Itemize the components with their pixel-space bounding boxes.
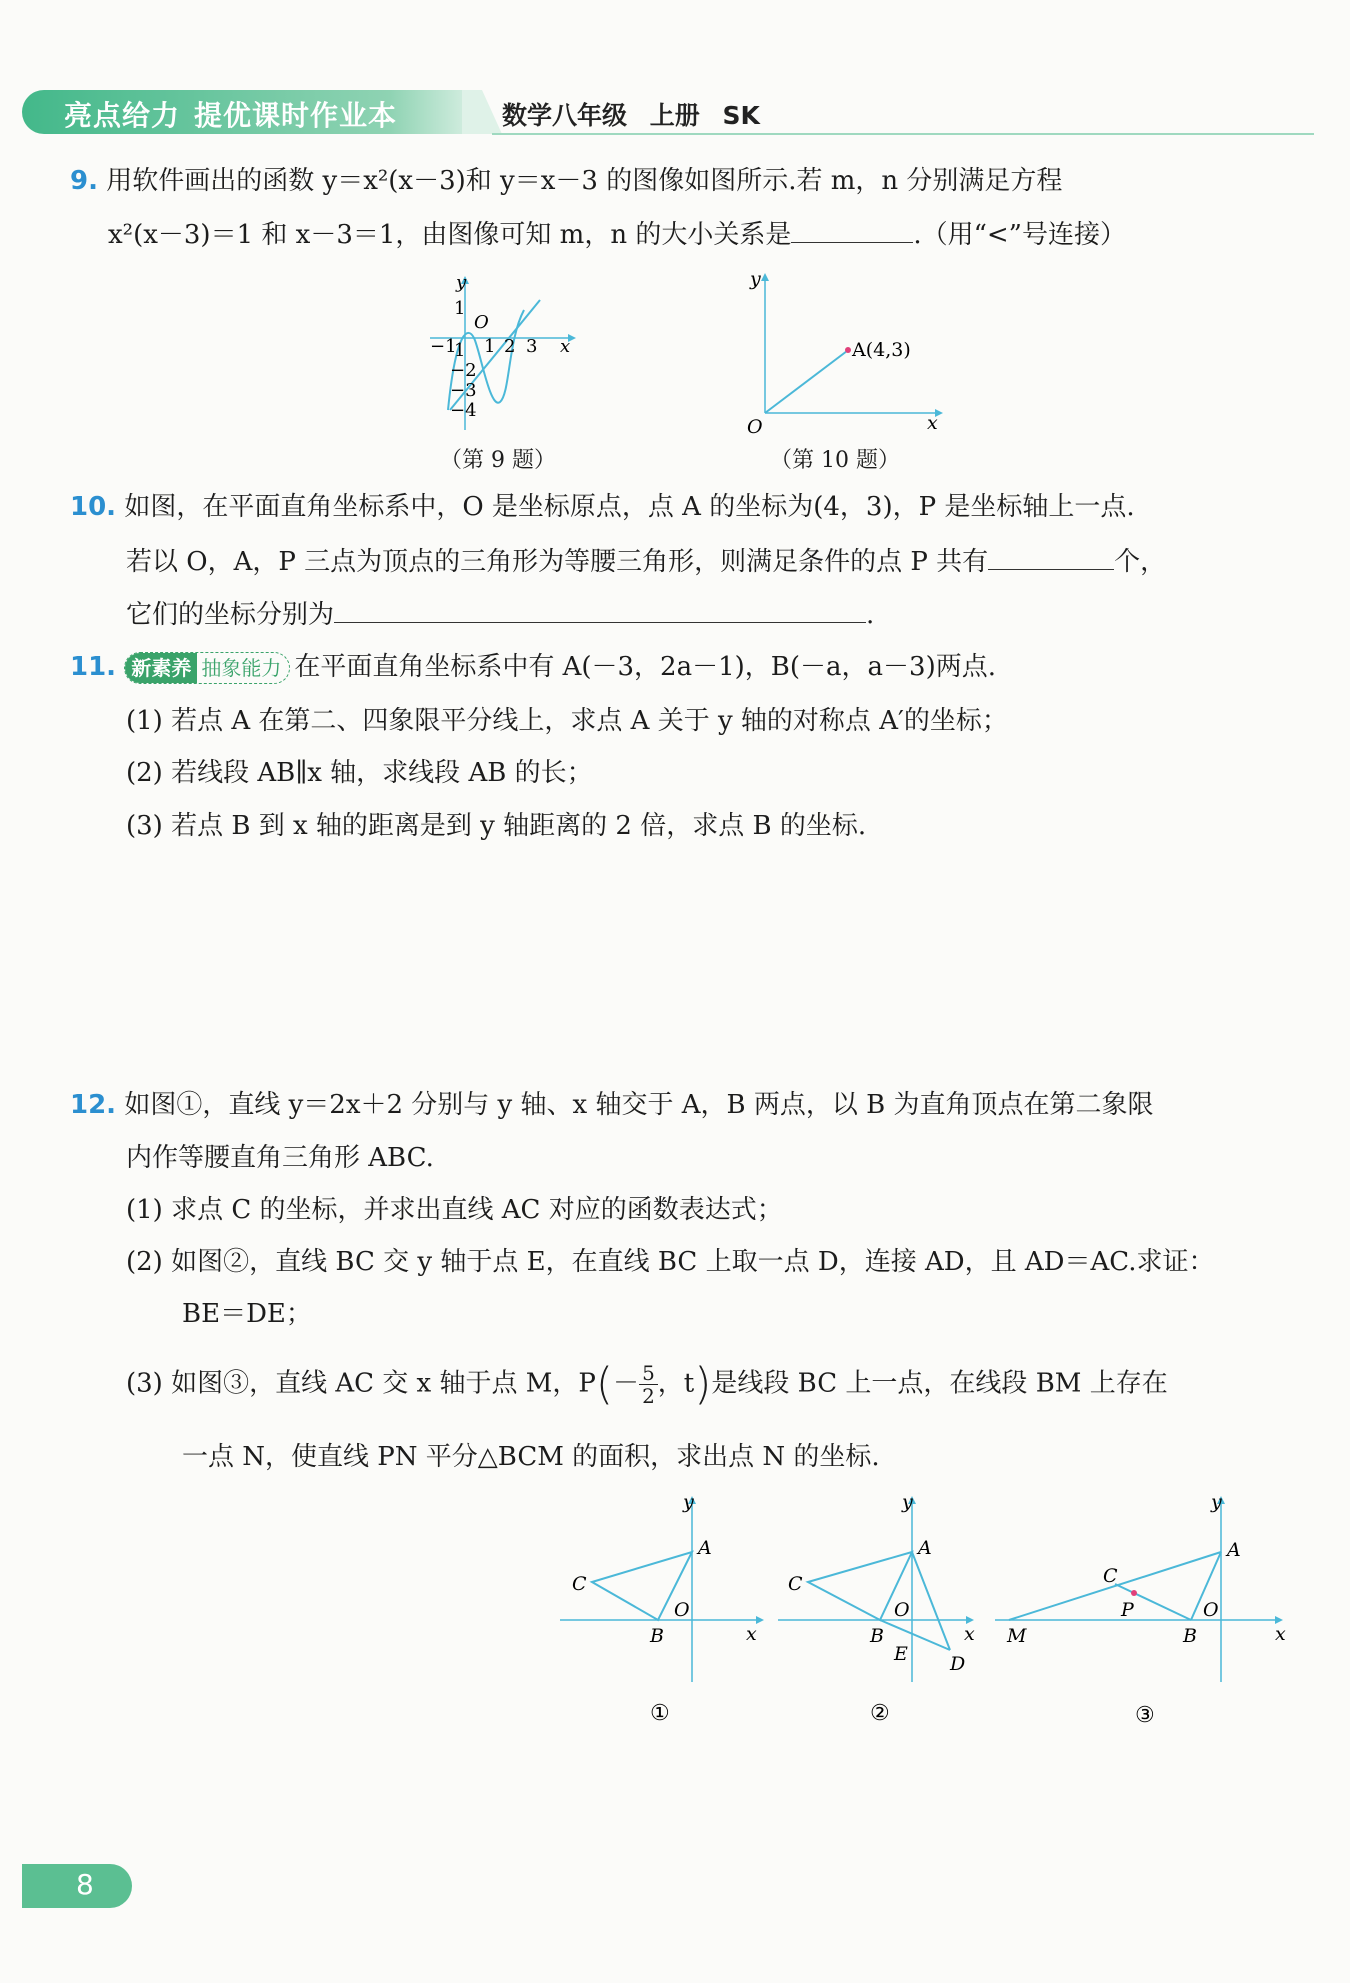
q9-tick-ym4: −4 [450, 400, 477, 421]
fig3-label-p: P [1121, 1599, 1134, 1621]
fig3-label-c: C [1103, 1565, 1118, 1587]
q10-point-label: A(4,3) [852, 339, 911, 361]
q12-part2b: BE＝DE； [182, 1299, 312, 1329]
q11-part3: (3) 若点 B 到 x 轴的距离是到 y 轴距离的 2 倍，求点 B 的坐标. [126, 811, 867, 841]
header-volume: 上册 [649, 101, 700, 130]
q10-y-arrow [761, 273, 769, 281]
q11-badge-tag: 抽象能力 [201, 656, 282, 680]
q12-line1 [70, 1088, 1154, 1122]
fig1-number: ① [650, 1701, 670, 1726]
q10-caption: （第 10 题） [770, 448, 900, 473]
q12-part3a [126, 1358, 1168, 1410]
q11-badge [124, 652, 290, 684]
q9-text3: .（用“<”号连接） [913, 220, 1126, 250]
fig2-label-e: E [894, 1643, 908, 1665]
fig3-label-m: M [1007, 1625, 1027, 1647]
q12-part3b: 一点 N，使直线 PN 平分△BCM 的面积，求出点 N 的坐标. [182, 1442, 880, 1472]
q10-origin: O [747, 416, 763, 438]
fig1-label-c: C [572, 1573, 587, 1595]
fig2-x-label: x [964, 1623, 975, 1645]
q12-right-paren: ) [694, 1358, 712, 1410]
q9-text1: 用软件画出的函数 y＝x²(x－3)和 y＝x－3 的图像如图所示.若 m，n 分别满足方程 [106, 166, 1063, 196]
q9-tick-ym2: −2 [450, 360, 477, 381]
q11-badge-main: 新素养 [125, 653, 197, 683]
q12-text1: 如图①，直线 y＝2x＋2 分别与 y 轴、x 轴交于 A，B 两点，以 B 为直角顶点在第二象限 [124, 1090, 1154, 1120]
q9-tick-xm1: −1 [430, 336, 457, 357]
q11-number: 11. [70, 652, 117, 682]
header-brand: 亮点给力 [64, 99, 181, 132]
q10-text2: 若以 O，A，P 三点为顶点的三角形为等腰三角形，则满足条件的点 P 共有 [126, 547, 989, 577]
q12-fraction [639, 1362, 658, 1407]
header-grade: 数学八年级 [502, 101, 628, 130]
q9-tick-x3: 3 [526, 336, 538, 357]
fig3-point-p [1131, 1590, 1137, 1596]
q12-frac-num: 5 [639, 1362, 658, 1385]
q11-part2: (2) 若线段 AB∥x 轴，求线段 AB 的长； [126, 758, 593, 788]
fig2-label-d: D [950, 1653, 966, 1675]
fig1-label-a: A [698, 1537, 712, 1559]
fig3-number: ③ [1135, 1703, 1155, 1728]
q12-part2a: (2) 如图②，直线 BC 交 y 轴于点 E，在直线 BC 上取一点 D，连接 AD，且 AD＝AC.求证： [126, 1247, 1215, 1277]
header-series: 提优课时作业本 [194, 99, 398, 132]
q12-text2: 内作等腰直角三角形 ABC. [126, 1143, 434, 1173]
fig3-y-label: y [1211, 1491, 1222, 1513]
q12-t: ，t [657, 1368, 695, 1399]
q12-frac-den: 2 [642, 1384, 655, 1408]
fig2-number: ② [870, 1701, 890, 1726]
q11-stem-text: 在平面直角坐标系中有 A(－3，2a－1)，B(－a，a－3)两点. [294, 652, 996, 682]
fig2-label-c: C [788, 1573, 803, 1595]
q9-line2 [108, 216, 1126, 252]
fig3-label-a: A [1227, 1539, 1241, 1561]
q9-tick-x1: 1 [484, 336, 496, 357]
q9-text2: x²(x－3)＝1 和 x－3＝1，由图像可知 m，n 的大小关系是 [108, 220, 792, 250]
fig2-label-o: O [894, 1599, 910, 1621]
q12-figure-1 [560, 1490, 770, 1730]
fig3-x-label: x [1275, 1623, 1286, 1645]
q9-tick-ym1: 1 [454, 340, 466, 361]
header-edition: SK [722, 101, 760, 130]
q10-number: 10. [70, 492, 117, 522]
header-rule [492, 133, 1314, 135]
q10-count-blank[interactable] [988, 543, 1114, 570]
q10-figure [735, 265, 950, 440]
q10-text5: . [866, 600, 875, 630]
q10-line2 [126, 543, 1166, 579]
header-band-tip [462, 90, 502, 134]
q10-text4: 它们的坐标分别为 [126, 600, 335, 630]
q12-left-paren: ( [595, 1358, 614, 1410]
q9-tick-y1: 1 [454, 298, 466, 319]
fig1-x-label: x [746, 1623, 757, 1645]
q10-text3: 个， [1114, 547, 1167, 577]
q9-tick-ym3: −3 [450, 380, 477, 401]
q12-part3-text1: (3) 如图③，直线 AC 交 x 轴于点 M，P [126, 1368, 596, 1399]
q11-part1: (1) 若点 A 在第二、四象限平分线上，求点 A 关于 y 轴的对称点 A′的坐标； [126, 706, 1008, 736]
q10-point-a [845, 347, 851, 353]
q10-x-label: x [927, 412, 938, 434]
q9-tick-x2: 2 [504, 336, 516, 357]
page-header [22, 90, 1314, 134]
q10-coords-blank[interactable] [334, 596, 866, 623]
fig2-y-label: y [902, 1491, 913, 1513]
q12-part3-text2: 是线段 BC 上一点，在线段 BM 上存在 [711, 1368, 1168, 1399]
page-number-tab [22, 1864, 132, 1908]
q12-figure-2 [778, 1490, 988, 1730]
page-number: 8 [76, 1868, 94, 1901]
q10-line3 [126, 596, 874, 632]
fig3-label-b: B [1183, 1625, 1197, 1647]
q10-line1 [70, 490, 1135, 524]
q10-y-label: y [750, 268, 761, 290]
q9-x-label: x [560, 336, 571, 357]
q12-number: 12. [70, 1090, 117, 1120]
q9-figure [420, 270, 590, 435]
fig1-label-o: O [674, 1599, 690, 1621]
q9-origin: O [474, 312, 489, 333]
q10-segment-oa [765, 351, 847, 413]
fig3-label-o: O [1203, 1599, 1219, 1621]
header-subject [502, 96, 760, 132]
fig1-label-b: B [650, 1625, 664, 1647]
fig2-label-b: B [870, 1625, 884, 1647]
header-title [64, 94, 397, 134]
q12-figure-3 [995, 1490, 1295, 1730]
q9-number: 9. [70, 166, 98, 196]
q9-line1 [70, 164, 1062, 198]
fig2-label-a: A [918, 1537, 932, 1559]
fig1-x-arrow [756, 1616, 764, 1624]
q11-stem [70, 650, 996, 684]
fig1-y-label: y [683, 1491, 694, 1513]
q9-y-label: y [456, 272, 467, 293]
q9-answer-blank[interactable] [791, 216, 913, 243]
q12-part1: (1) 求点 C 的坐标，并求出直线 AC 对应的函数表达式； [126, 1195, 783, 1225]
q10-text1: 如图，在平面直角坐标系中，O 是坐标原点，点 A 的坐标为(4，3)，P 是坐标轴上一点. [124, 492, 1135, 522]
q12-neg-sign: － [613, 1368, 640, 1399]
q9-caption: （第 9 题） [440, 448, 556, 473]
